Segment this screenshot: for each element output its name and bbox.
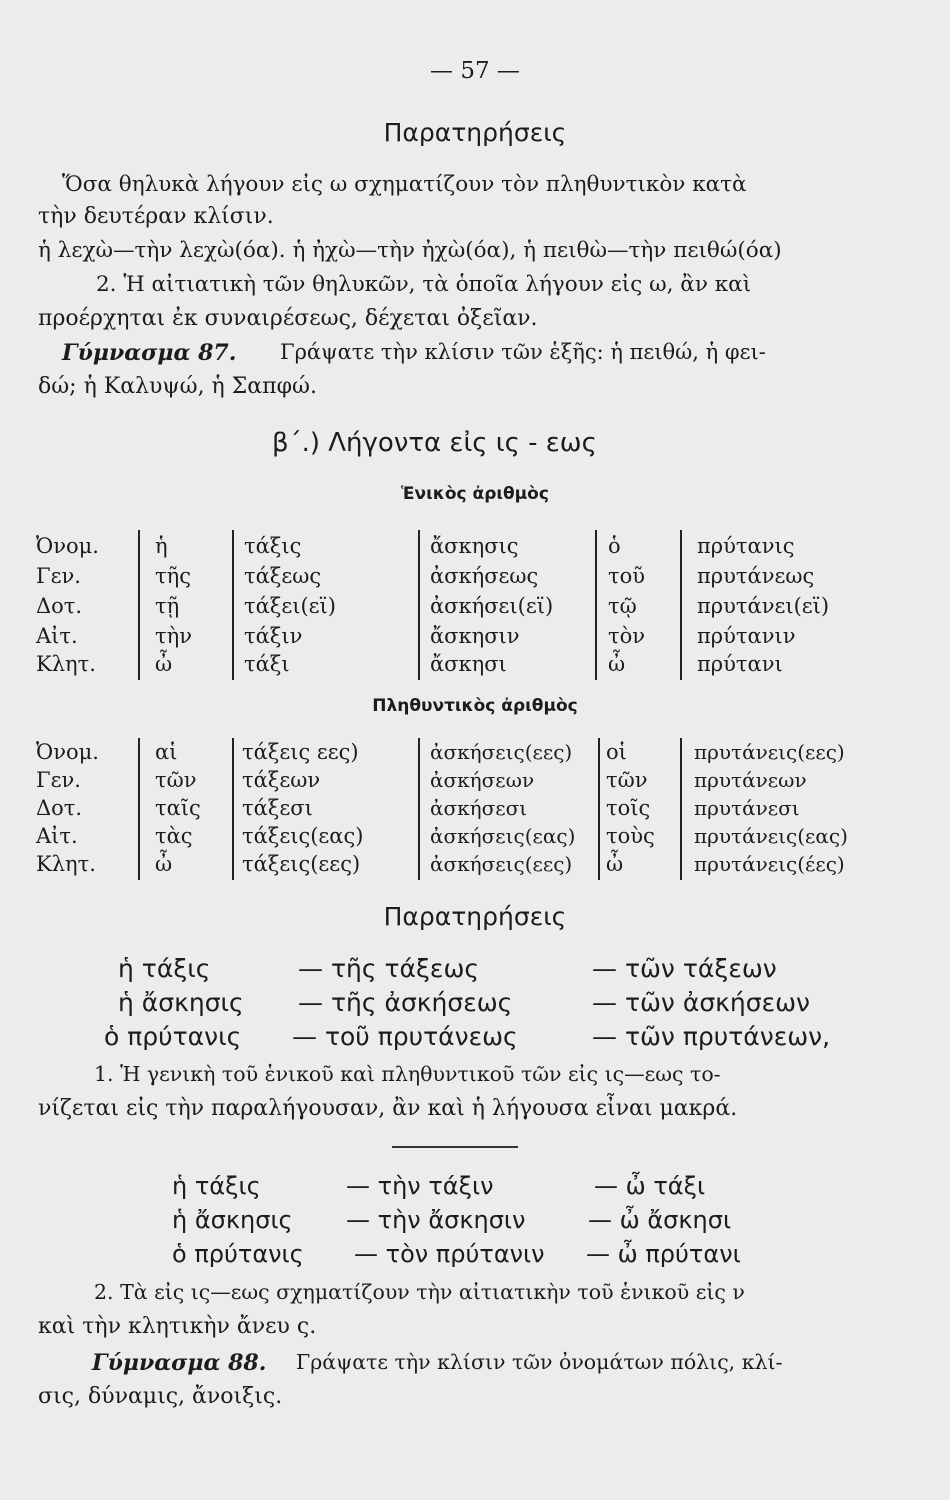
- paragraph-line: τὴν δευτέραν κλίσιν.: [38, 204, 274, 229]
- paragraph-line: Ὅσα θηλυκὰ λήγουν εἰς ω σχηματίζουν τὸν πληθυντικὸν κατὰ: [62, 172, 747, 197]
- word-cell: τάξεως: [244, 564, 322, 588]
- word-cell: πρυτάνεως: [697, 564, 815, 588]
- exercise-label: Γύμνασμα 88.: [92, 1350, 267, 1376]
- word-cell: ἀσκήσεων: [430, 768, 535, 792]
- plural-title: Πληθυντικὸς ἀριθμὸς: [372, 696, 578, 716]
- form-cell: — τῆς τάξεως: [298, 954, 480, 983]
- exercise-text: Γράψατε τὴν κλίσιν τῶν ὀνομάτων πόλις, κλί-: [296, 1350, 783, 1374]
- word-cell: τάξιν: [244, 624, 303, 648]
- word-cell: πρυτάνεις(έες): [694, 852, 845, 876]
- article-cell: τὸν: [608, 624, 646, 648]
- word-cell: ἄσκησι: [430, 652, 507, 676]
- divider-rule: [392, 1146, 518, 1148]
- word-cell: πρύτανιν: [697, 624, 796, 648]
- article-cell: τὰς: [155, 824, 193, 848]
- case-label: Κλητ.: [36, 852, 96, 876]
- word-cell: τάξει(εϊ): [244, 594, 336, 618]
- section-heading-observations-2: Παρατηρήσεις: [383, 902, 567, 931]
- form-cell: — τὴν τάξιν: [346, 1172, 494, 1200]
- form-cell: ἡ τάξις: [172, 1172, 261, 1200]
- case-label: Ὀνομ.: [36, 740, 99, 764]
- page-number: — 57 —: [430, 58, 520, 84]
- article-cell: τῷ: [608, 594, 637, 618]
- exercise-text: σις, δύναμις, ἄνοιξις.: [38, 1384, 283, 1409]
- form-cell: — τὸν πρύτανιν: [354, 1240, 545, 1268]
- word-cell: ἀσκήσει(εϊ): [430, 594, 554, 618]
- paragraph-line: καὶ τὴν κλητικὴν ἄνευ ς.: [38, 1314, 317, 1339]
- article-cell: τῶν: [606, 768, 648, 792]
- form-cell: — τὴν ἄσκησιν: [346, 1206, 526, 1234]
- word-cell: πρύτανις: [697, 534, 795, 558]
- form-cell: ὁ πρύτανις: [104, 1022, 242, 1051]
- word-cell: πρυτάνεις(εας): [694, 824, 848, 848]
- paragraph-line: 1. Ἡ γενικὴ τοῦ ἑνικοῦ καὶ πληθυντικοῦ τῶν εἰς ις—εως το-: [94, 1062, 721, 1086]
- article-cell: ὦ: [155, 652, 173, 676]
- word-cell: ἀσκήσεις(εας): [430, 824, 576, 848]
- word-cell: τάξεις(εας): [242, 824, 364, 848]
- article-cell: τῆς: [155, 564, 191, 588]
- form-cell: — τῶν ἀσκήσεων: [592, 988, 811, 1017]
- singular-title: Ἑνικὸς ἀριθμὸς: [401, 484, 549, 504]
- article-cell: τὴν: [155, 624, 192, 648]
- paragraph-line: νίζεται εἰς τὴν παραλήγουσαν, ἂν καὶ ἡ λήγουσα εἶναι μακρά.: [38, 1096, 738, 1121]
- case-label: Κλητ.: [36, 652, 96, 676]
- word-cell: τάξεων: [242, 768, 321, 792]
- exercise-text: Γράψατε τὴν κλίσιν τῶν ἑξῆς: ἡ πειθώ, ἡ φει-: [280, 340, 766, 364]
- exercise-label: Γύμνασμα 87.: [62, 340, 237, 366]
- case-label: Αἰτ.: [36, 624, 78, 648]
- form-cell: — τῆς ἀσκήσεως: [298, 988, 513, 1017]
- word-cell: τάξεις(εες): [242, 852, 361, 876]
- word-cell: πρυτάνεσι: [694, 796, 800, 820]
- article-cell: τῶν: [155, 768, 197, 792]
- form-cell: — ὦ ἄσκησι: [588, 1206, 732, 1234]
- word-cell: ἀσκήσεως: [430, 564, 539, 588]
- article-cell: ὦ: [155, 852, 173, 876]
- article-cell: αἱ: [155, 740, 178, 764]
- article-cell: τῇ: [155, 594, 180, 618]
- word-cell: ἀσκήσεσι: [430, 796, 528, 820]
- article-cell: τοῖς: [606, 796, 651, 820]
- form-cell: — τοῦ πρυτάνεως: [292, 1022, 518, 1051]
- article-cell: ταῖς: [155, 796, 201, 820]
- case-label: Αἰτ.: [36, 824, 78, 848]
- word-cell: πρυτάνεων: [694, 768, 807, 792]
- word-cell: ἄσκησιν: [430, 624, 520, 648]
- paragraph-line: 2. Ἡ αἰτιατικὴ τῶν θηλυκῶν, τὰ ὁποῖα λήγουν εἰς ω, ἂν καὶ: [96, 272, 752, 297]
- exercise-text: δώ; ἡ Καλυψώ, ἡ Σαπφώ.: [38, 374, 317, 399]
- article-cell: ὁ: [608, 534, 621, 558]
- article-cell: ἡ: [155, 534, 168, 558]
- case-label: Ὀνομ.: [36, 534, 99, 558]
- paragraph-line: 2. Τὰ εἰς ις—εως σχηματίζουν τὴν αἰτιατικὴν τοῦ ἑνικοῦ εἰς ν: [94, 1280, 745, 1304]
- article-cell: τοὺς: [606, 824, 655, 848]
- word-cell: ἄσκησις: [430, 534, 519, 558]
- word-cell: πρυτάνει(εϊ): [697, 594, 830, 618]
- article-cell: ὦ: [606, 852, 624, 876]
- form-cell: — τῶν πρυτάνεων,: [592, 1022, 831, 1051]
- paragraph-line: προέρχηται ἐκ συναιρέσεως, δέχεται ὀξεῖαν.: [38, 306, 538, 331]
- word-cell: πρυτάνεις(εες): [694, 740, 845, 764]
- form-cell: ὁ πρύτανις: [172, 1240, 304, 1268]
- article-cell: οἱ: [606, 740, 627, 764]
- case-label: Δοτ.: [36, 594, 83, 618]
- word-cell: ἀσκήσεις(εες): [430, 852, 573, 876]
- case-label: Δοτ.: [36, 796, 83, 820]
- form-cell: — ὦ τάξι: [594, 1172, 706, 1200]
- case-label: Γεν.: [36, 564, 81, 588]
- form-cell: ἡ ἄσκησις: [118, 988, 244, 1017]
- article-cell: τοῦ: [608, 564, 646, 588]
- section-heading-observations: Παρατηρήσεις: [383, 118, 567, 147]
- form-cell: ἡ ἄσκησις: [172, 1206, 293, 1234]
- word-cell: ἀσκήσεις(εες): [430, 740, 573, 764]
- form-cell: ἡ τάξις: [118, 954, 211, 983]
- form-cell: — ὦ πρύτανι: [586, 1240, 741, 1268]
- word-cell: τάξεσι: [242, 796, 313, 820]
- word-cell: τάξεις εες): [242, 740, 359, 764]
- case-label: Γεν.: [36, 768, 81, 792]
- word-cell: πρύτανι: [697, 652, 783, 676]
- section-heading-declension: β΄.) Λήγοντα εἰς ις - εως: [272, 428, 597, 458]
- article-cell: ὦ: [608, 652, 626, 676]
- form-cell: — τῶν τάξεων: [592, 954, 777, 983]
- example-line: ἡ λεχὼ—τὴν λεχὼ(όα). ἡ ἠχὼ—τὴν ἠχὼ(όα), ἡ πειθὼ—τὴν πειθώ(όα): [38, 238, 782, 263]
- word-cell: τάξι: [244, 652, 290, 676]
- word-cell: τάξις: [244, 534, 302, 558]
